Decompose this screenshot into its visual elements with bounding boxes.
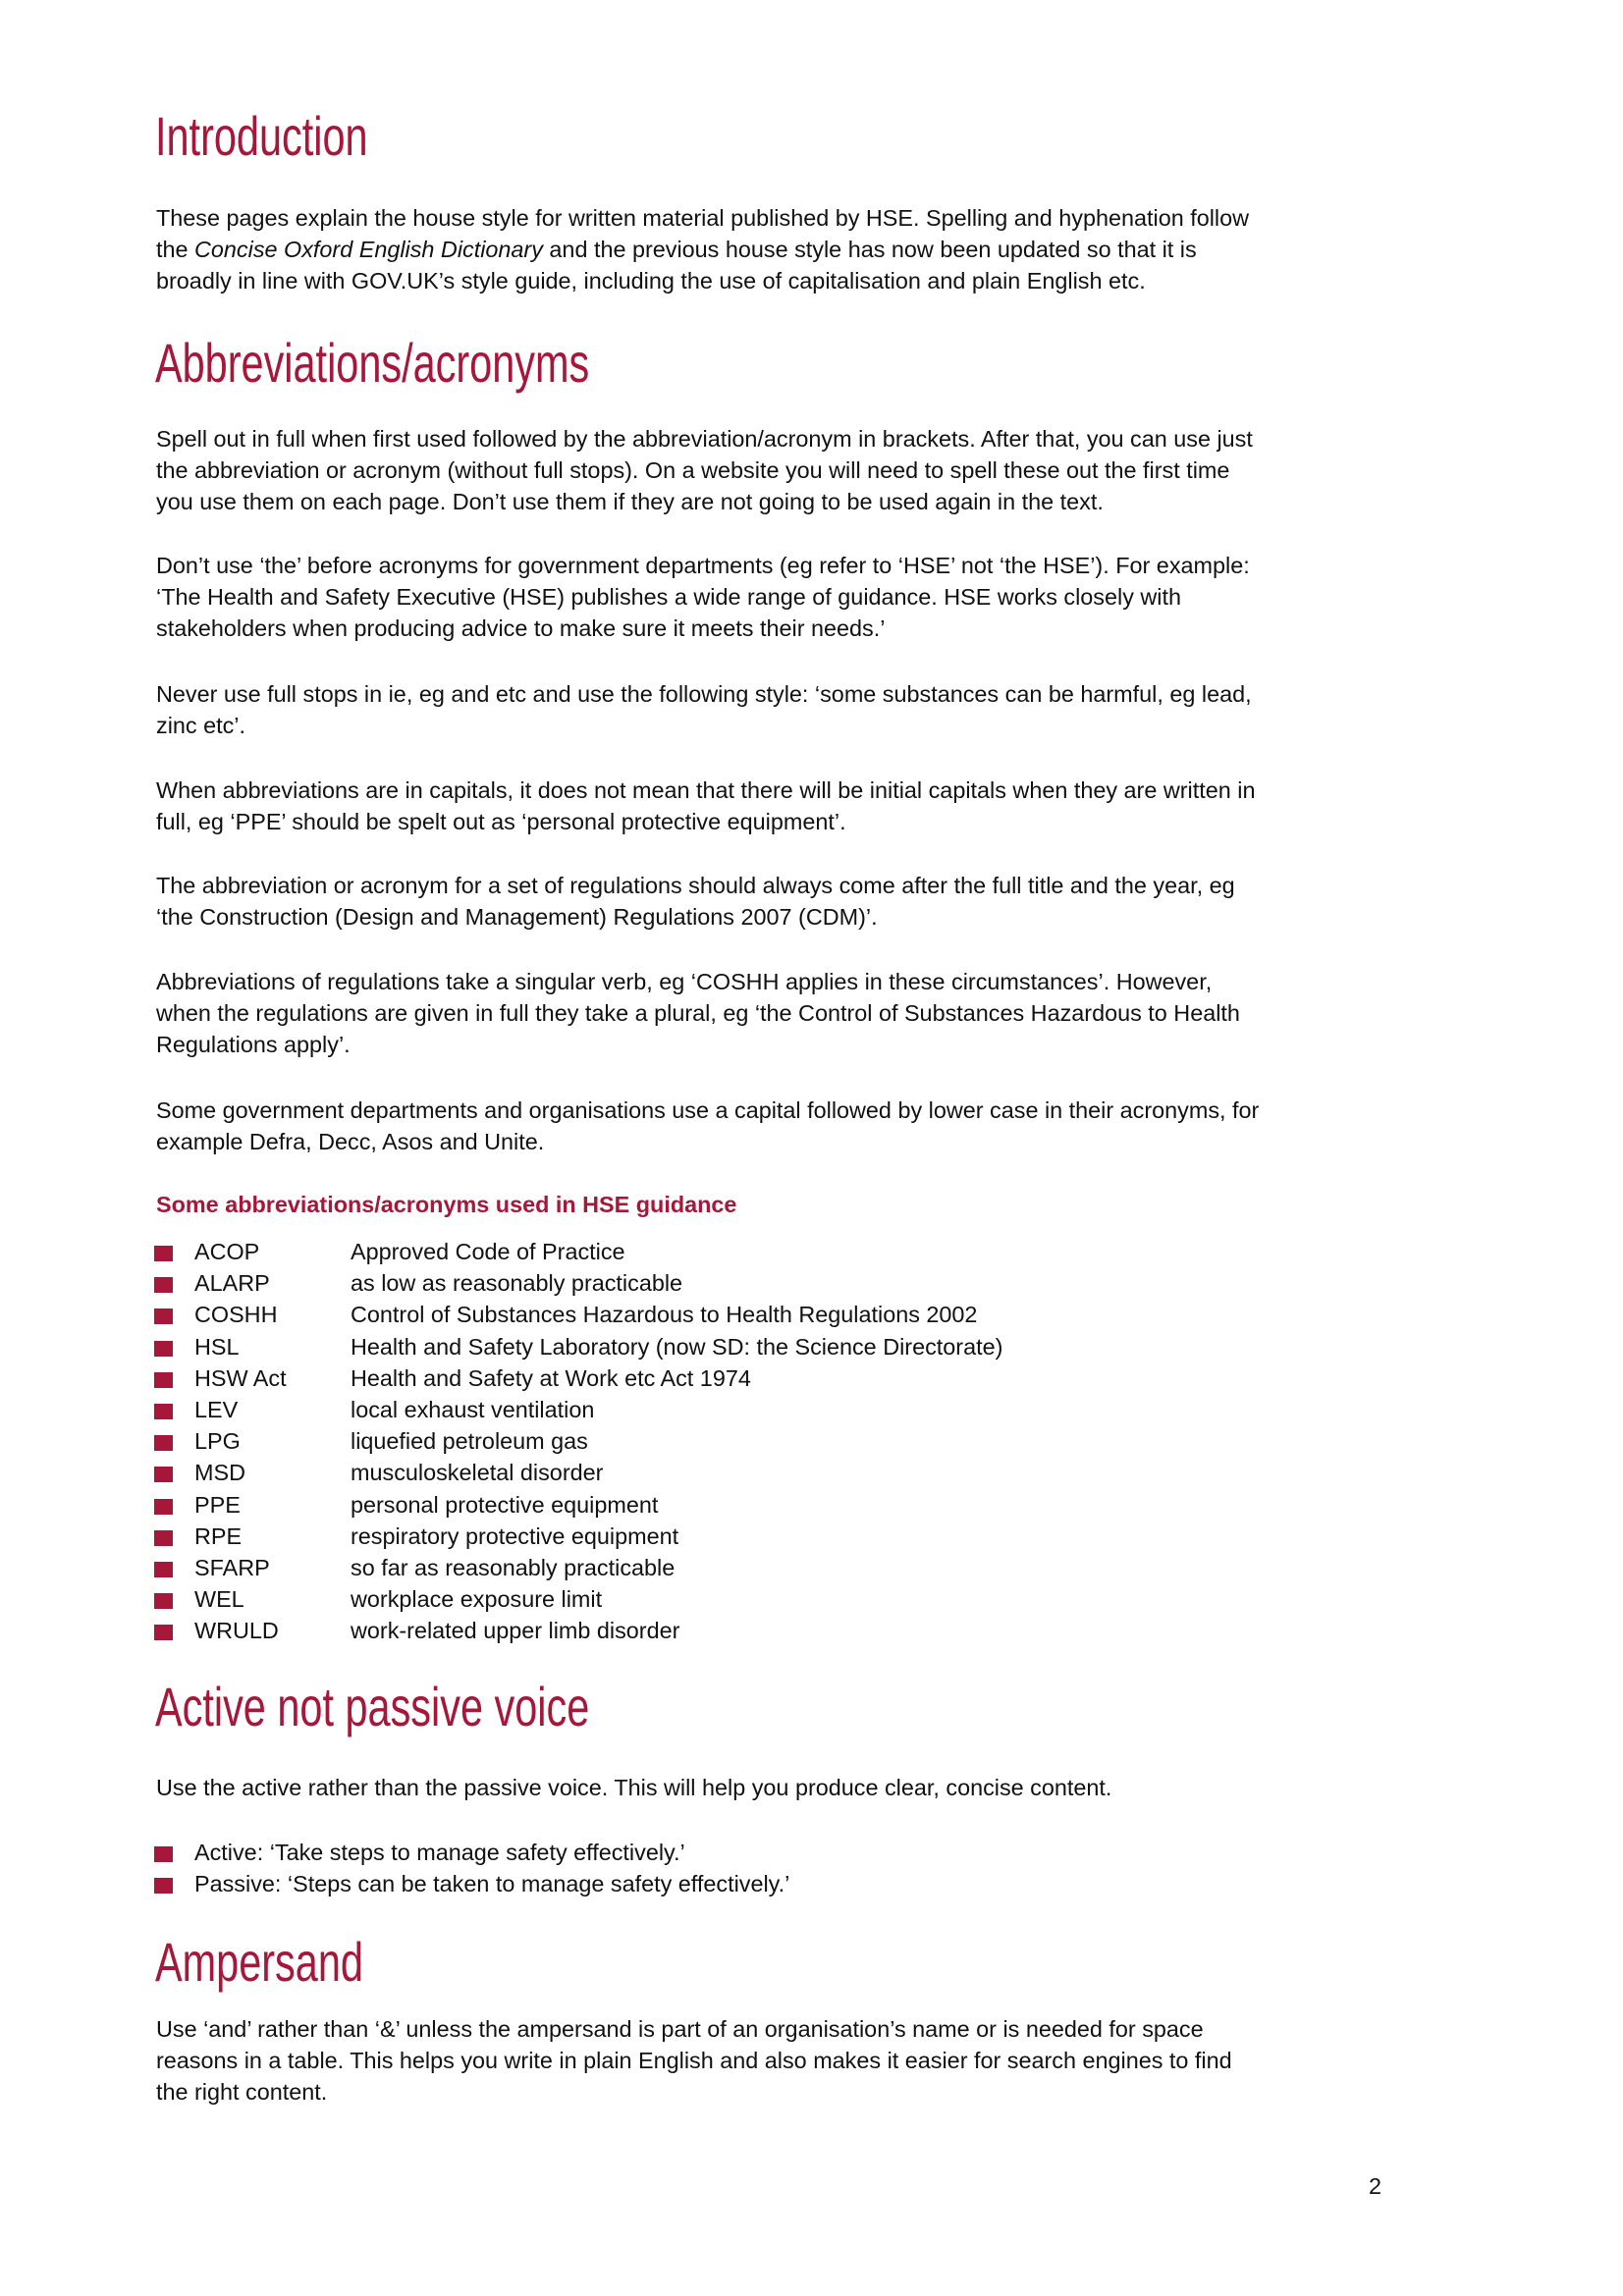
abbreviation: HSW Act [194, 1364, 287, 1391]
square-bullet-icon [154, 1562, 173, 1577]
text-line [156, 234, 1491, 265]
active-example: Active: ‘Take steps to manage safety effectively.’ [194, 1840, 685, 1865]
subheading-abbreviation-list: Some abbreviations/acronyms used in HSE guidance [156, 1192, 737, 1217]
square-bullet-icon [154, 1846, 173, 1862]
square-bullet-icon [154, 1308, 173, 1324]
text-run: the [156, 237, 195, 263]
abbreviation-meaning: as low as reasonably practicable [351, 1270, 683, 1297]
text-line: Abbreviations of regulations take a singular verb, eg ‘COSHH applies in these circumstances’. However, [156, 969, 1213, 994]
square-bullet-icon [154, 1878, 173, 1894]
introduction-paragraph [156, 202, 1491, 297]
square-bullet-icon [154, 1499, 173, 1515]
text-line: Don’t use ‘the’ before acronyms for government departments (eg refer to ‘HSE’ not ‘the HSE’). For example: [156, 553, 1250, 578]
abbreviation: WRULD [194, 1618, 279, 1644]
text-line: Some government departments and organisations use a capital followed by lower case in their acronyms, for [156, 1097, 1260, 1123]
text-line: ‘the Construction (Design and Management) Regulations 2007 (CDM)’. [156, 904, 878, 931]
text-line: These pages explain the house style for written material published by HSE. Spelling and hyphenation follow [156, 205, 1250, 231]
heading-ampersand: Ampersand [155, 1931, 363, 1993]
text-line: Never use full stops in ie, eg and etc and use the following style: ‘some substances can be harmful, eg lead, [156, 681, 1252, 707]
abbreviation: PPE [194, 1491, 241, 1518]
text-line: The abbreviation or acronym for a set of regulations should always come after the full title and the year, eg [156, 873, 1235, 898]
text-line: broadly in line with GOV.UK’s style guide, including the use of capitalisation and plain English etc. [156, 268, 1146, 294]
text-line: Use the active rather than the passive voice. This will help you produce clear, concise content. [156, 1775, 1112, 1800]
abbreviation: COSHH [194, 1302, 278, 1328]
abbreviation-meaning: musculoskeletal disorder [351, 1460, 604, 1486]
text-line: when the regulations are given in full they take a plural, eg ‘the Control of Substances Hazardous to Health [156, 1000, 1240, 1027]
abbreviations-paragraph-6 [156, 966, 1491, 1061]
abbreviation-meaning: Health and Safety at Work etc Act 1974 [351, 1364, 751, 1391]
text-line: reasons in a table. This helps you write in plain English and also makes it easier for search engines to find [156, 2048, 1232, 2074]
square-bullet-icon [154, 1625, 173, 1640]
abbreviation-meaning: so far as reasonably practicable [351, 1554, 676, 1580]
square-bullet-icon [154, 1246, 173, 1261]
abbreviation-meaning: work-related upper limb disorder [351, 1618, 680, 1644]
text-line: When abbreviations are in capitals, it does not mean that there will be initial capitals when they are written in [156, 777, 1256, 803]
text-line: Regulations apply’. [156, 1032, 351, 1058]
text-line: stakeholders when producing advice to make sure it meets their needs.’ [156, 615, 886, 642]
text-line: you use them on each page. Don’t use them if they are not going to be used again in the text. [156, 489, 1104, 515]
square-bullet-icon [154, 1467, 173, 1482]
abbreviation-meaning: workplace exposure limit [351, 1586, 603, 1613]
abbreviation-meaning: personal protective equipment [351, 1491, 659, 1518]
text-line: zinc etc’. [156, 713, 245, 739]
text-line: Spell out in full when first used followed by the abbreviation/acronym in brackets. After that, you can use just [156, 426, 1253, 452]
square-bullet-icon [154, 1435, 173, 1451]
active-voice-paragraph [156, 1772, 1491, 1803]
abbreviations-paragraph-5 [156, 870, 1491, 933]
text-line: ‘The Health and Safety Executive (HSE) publishes a wide range of guidance. HSE works closely with [156, 584, 1182, 611]
abbreviation: LEV [194, 1396, 239, 1422]
heading-abbreviations: Abbreviations/acronyms [155, 332, 590, 394]
abbreviation: MSD [194, 1460, 245, 1486]
passive-example: Passive: ‘Steps can be taken to manage safety effectively.’ [194, 1871, 790, 1897]
abbreviation-meaning: Approved Code of Practice [351, 1239, 625, 1264]
abbreviations-paragraph-3 [156, 678, 1491, 741]
text-line: Use ‘and’ rather than ‘&’ unless the ampersand is part of an organisation’s name or is needed for space [156, 2016, 1204, 2042]
abbreviation: ALARP [194, 1270, 270, 1297]
abbreviations-paragraph-7 [156, 1095, 1491, 1157]
square-bullet-icon [154, 1593, 173, 1609]
text-line: the right content. [156, 2079, 328, 2106]
abbreviation: ACOP [194, 1239, 260, 1264]
heading-introduction: Introduction [155, 105, 368, 167]
square-bullet-icon [154, 1404, 173, 1419]
dictionary-title: Concise Oxford English Dictionary [194, 237, 543, 263]
square-bullet-icon [154, 1341, 173, 1357]
square-bullet-icon [154, 1530, 173, 1546]
text-line: full, eg ‘PPE’ should be spelt out as ‘personal protective equipment’. [156, 809, 846, 835]
heading-active-voice: Active not passive voice [155, 1676, 590, 1737]
abbreviation-meaning: Control of Substances Hazardous to Health Regulations 2002 [351, 1302, 978, 1328]
abbreviation: LPG [194, 1428, 241, 1455]
abbreviations-paragraph-4 [156, 774, 1491, 837]
text-line: the abbreviation or acronym (without full stops). On a website you will need to spell these out the first time [156, 457, 1230, 484]
abbreviation-meaning: Health and Safety Laboratory (now SD: the Science Directorate) [351, 1333, 1003, 1360]
abbreviations-paragraph-2 [156, 550, 1491, 645]
abbreviation-meaning: respiratory protective equipment [351, 1522, 679, 1549]
ampersand-paragraph [156, 2013, 1491, 2109]
abbreviation: RPE [194, 1522, 243, 1549]
page-number: 2 [1369, 2173, 1382, 2199]
abbreviation-meaning: local exhaust ventilation [351, 1396, 595, 1422]
abbreviations-paragraph-1 [156, 423, 1491, 518]
abbreviation-meaning: liquefied petroleum gas [351, 1428, 588, 1455]
abbreviation: SFARP [194, 1554, 270, 1580]
abbreviation: HSL [194, 1333, 240, 1360]
text-line: example Defra, Decc, Asos and Unite. [156, 1129, 545, 1155]
abbreviation: WEL [194, 1586, 244, 1613]
text-run: and the previous house style has now been updated so that it is [542, 237, 1197, 263]
square-bullet-icon [154, 1372, 173, 1388]
square-bullet-icon [154, 1277, 173, 1293]
